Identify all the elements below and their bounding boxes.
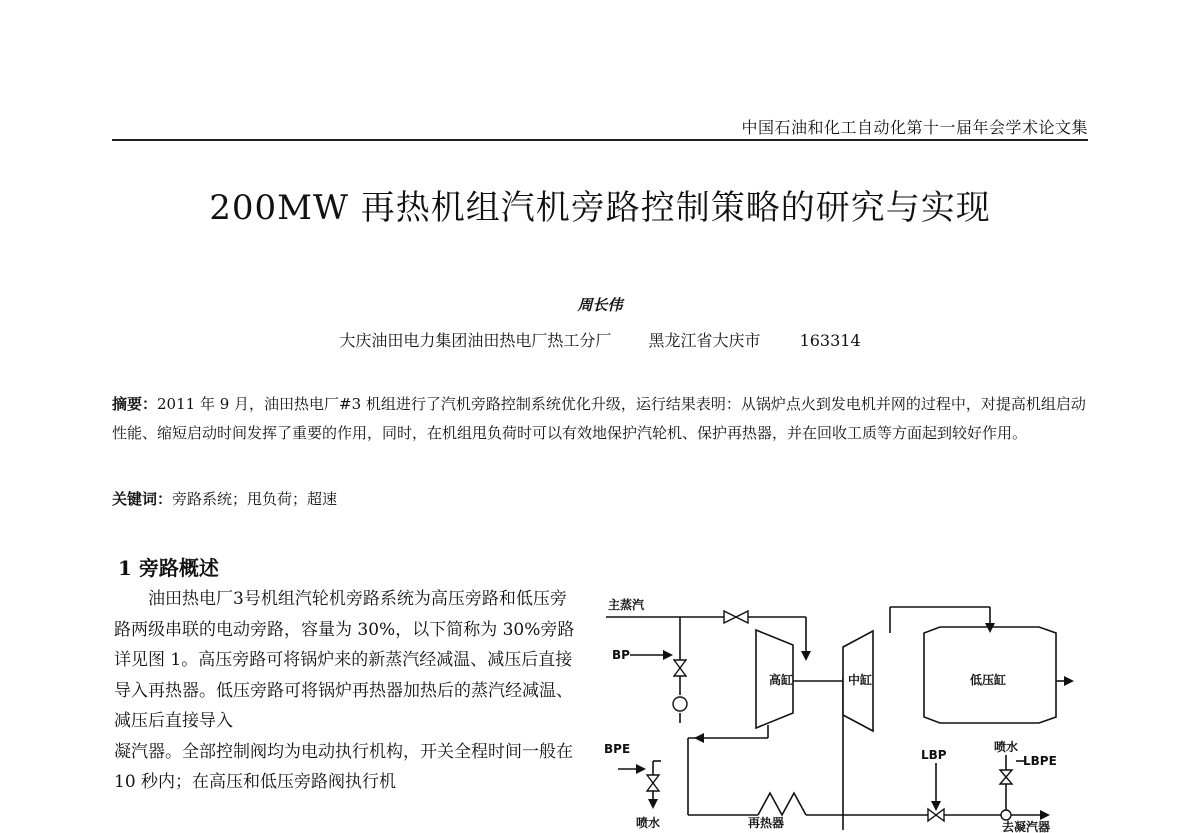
lp-cylinder-label: 低压缸 xyxy=(970,673,1007,687)
affiliation-org: 大庆油田电力集团油田热电厂热工分厂 xyxy=(339,331,612,350)
affiliation xyxy=(0,328,1200,351)
keywords xyxy=(112,488,337,509)
body-paragraph-1: 油田热电厂3号机组汽轮机旁路系统为高压旁路和低压旁路两级串联的电动旁路，容量为 30%，以下简称为 30%旁路详见图 1。高压旁路可将锅炉来的新蒸汽经减温、减压后直接导入再热器。低压旁路可将锅炉再热器加热后的蒸汽经减温、减压后直接导入 xyxy=(114,589,575,731)
bp-label: BP xyxy=(612,648,630,662)
lbp-label: LBP xyxy=(921,748,947,762)
bpe-label: BPE xyxy=(604,742,631,756)
abstract-label: 摘要： xyxy=(112,395,158,413)
body-paragraph-2: 凝汽器。全部控制阀均为电动执行机构，开关全程时间一般在 10 秒内；在高压和低压旁路阀执行机 xyxy=(114,741,573,792)
keywords-label: 关键词： xyxy=(112,490,173,508)
affiliation-postcode: 163314 xyxy=(799,331,861,350)
abstract xyxy=(112,390,1088,448)
author-name: 周长伟 xyxy=(577,296,623,314)
section-heading: 1 旁路概述 xyxy=(118,556,219,580)
ip-cylinder-label: 中缸 xyxy=(848,673,873,687)
lbpe-label: LBPE xyxy=(1023,754,1057,768)
bypass-system-diagram xyxy=(598,585,1098,833)
main-steam-label: 主蒸汽 xyxy=(608,598,645,612)
keywords-text: 旁路系统；甩负荷；超速 xyxy=(172,490,338,508)
section-body xyxy=(114,584,576,798)
header-rule xyxy=(112,139,1088,141)
spray-water-right-label: 喷水 xyxy=(994,740,1019,754)
running-header: 中国石油和化工自动化第十一届年会学术论文集 xyxy=(741,118,1088,137)
spray-water-left-label: 喷水 xyxy=(636,816,661,830)
reheater-label: 再热器 xyxy=(748,816,785,830)
to-condenser-label: 去凝汽器 xyxy=(1002,820,1051,833)
abstract-text: 2011 年 9 月，油田热电厂#3 机组进行了汽机旁路控制系统优化升级，运行结果表明：从锅炉点火到发电机并网的过程中，对提高机组启动性能、缩短启动时间发挥了重要的作用，同时，在机组甩负荷时可以有效地保护汽轮机、保护再热器，并在回收工质等方面起到较好作用。 xyxy=(112,395,1086,442)
paper-title: 200MW 再热机组汽机旁路控制策略的研究与实现 xyxy=(209,188,991,228)
hp-cylinder-label: 高缸 xyxy=(769,673,794,687)
affiliation-location: 黑龙江省大庆市 xyxy=(648,331,761,350)
